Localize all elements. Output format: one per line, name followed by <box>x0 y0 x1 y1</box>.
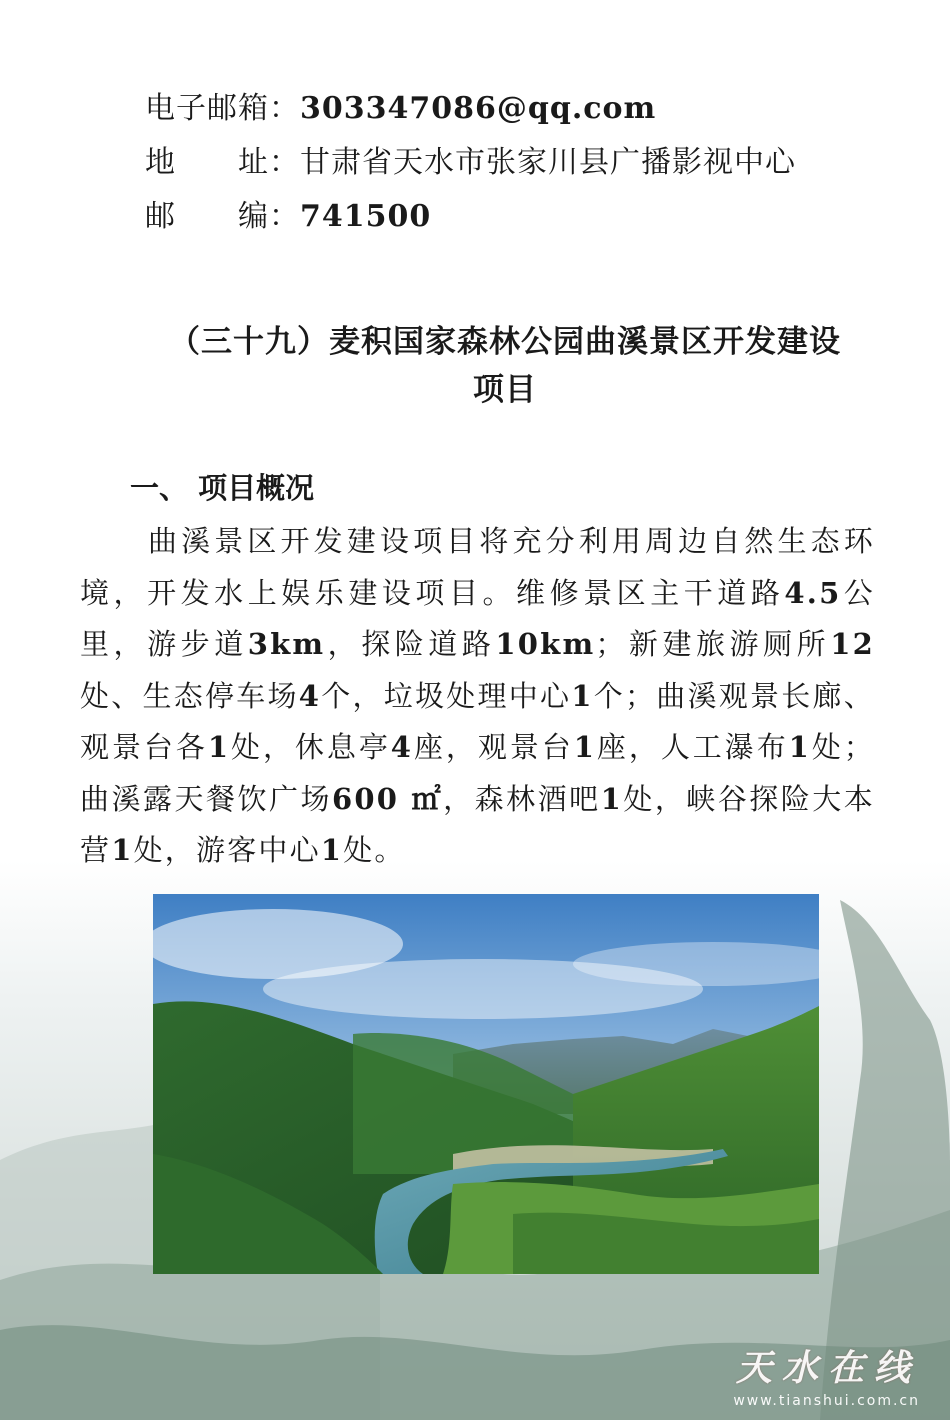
paragraph-text: 处、生态停车场 <box>80 678 299 713</box>
paragraph-number: 10km <box>495 627 596 661</box>
paragraph-text: ，探险道路 <box>325 627 496 661</box>
paragraph-text: 处，峡谷探险大本营 <box>80 781 875 867</box>
paragraph-number: 4 <box>298 678 322 713</box>
paragraph-number: 12 <box>830 627 875 661</box>
address-value: 甘肃省天水市张家川县广播影视中心 <box>300 145 796 180</box>
project-title <box>80 318 930 414</box>
project-title-line1: （三十九）麦积国家森林公园曲溪景区开发建设 <box>169 324 841 360</box>
paragraph-number: 1 <box>320 833 344 867</box>
postcode-row <box>145 190 796 244</box>
paragraph-text: 座，观景台 <box>413 730 574 764</box>
email-label: 电子邮箱： <box>145 91 300 126</box>
site-watermark <box>733 1340 920 1409</box>
paragraph-number: 1 <box>571 678 594 713</box>
paragraph-number: 4 <box>390 730 414 764</box>
paragraph-text: 处，游客中心 <box>133 833 321 867</box>
overview-heading: 一、 项目概况 <box>130 471 315 505</box>
paragraph-number: 1 <box>207 730 231 764</box>
paragraph-text: 座，人工瀑布 <box>596 730 789 764</box>
project-title-line2: 项目 <box>473 372 537 408</box>
paragraph-text: 处；曲溪露天餐饮广场 <box>80 730 875 816</box>
paragraph-text: 个；曲溪观景长廊、观景台各 <box>80 678 875 764</box>
paragraph-text: 曲溪景区开发建设项目将充分利用周边自然生态环境，开发水上娱乐建设项目。维修景区主干道路 <box>80 524 875 610</box>
paragraph-number: 1 <box>111 833 134 867</box>
watermark-url: www.tianshui.com.cn <box>733 1393 920 1409</box>
paragraph-number: 4.5 <box>784 575 842 610</box>
paragraph-number: 1 <box>600 781 624 816</box>
overview-paragraph <box>80 516 875 877</box>
paragraph-number: 1 <box>573 730 597 764</box>
address-row <box>145 136 796 190</box>
paragraph-text: 处，休息亭 <box>230 730 391 764</box>
paragraph-number: 1 <box>788 730 812 764</box>
paragraph-text: 个，垃圾处理中心 <box>321 678 572 713</box>
email-row <box>145 82 796 136</box>
postcode-label: 邮 编： <box>145 199 300 234</box>
paragraph-number: 600 ㎡ <box>331 781 444 816</box>
postcode-value: 741500 <box>300 199 432 234</box>
paragraph-text: 公里，游步道 <box>80 575 875 661</box>
paragraph-number: 3km <box>247 627 326 661</box>
paragraph-text: 处。 <box>343 833 406 867</box>
address-label: 地 址： <box>145 145 300 180</box>
email-value: 303347086@qq.com <box>300 91 657 126</box>
contact-block <box>145 82 796 244</box>
paragraph-text: ；新建旅游厕所 <box>595 627 831 661</box>
paragraph-text: ，森林酒吧 <box>443 781 601 816</box>
watermark-logo: 天水在线 <box>735 1348 920 1389</box>
valley-landscape-photo <box>153 894 819 1274</box>
